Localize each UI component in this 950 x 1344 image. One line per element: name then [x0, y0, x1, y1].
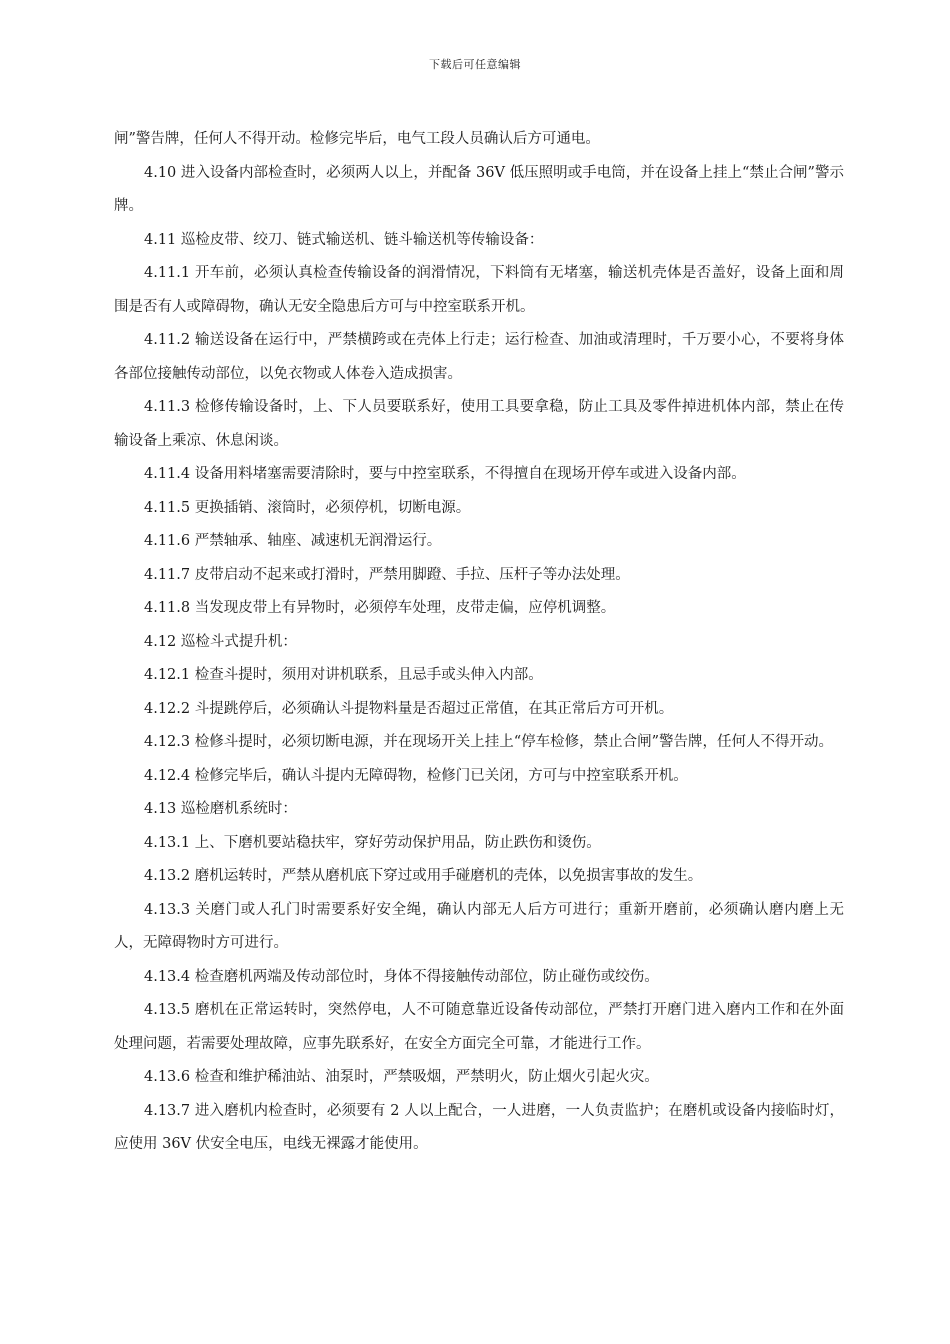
paragraph: 4.11.1 开车前，必须认真检查传输设备的润滑情况，下料筒有无堵塞，输送机壳体是否盖好，设备上面和周围是否有人或障碍物，确认无安全隐患后方可与中控室联系开机。: [114, 265, 844, 315]
paragraph: 4.13.5 磨机在正常运转时，突然停电，人不可随意靠近设备传动部位，严禁打开磨门进入磨内工作和在外面处理问题，若需要处理故障，应事先联系好，在安全方面完全可靠，才能进行工作。: [114, 1002, 844, 1052]
paragraph: 4.12 巡检斗式提升机：: [144, 633, 297, 650]
paragraph: 4.13.3 关磨门或人孔门时需要系好安全绳，确认内部无人后方可进行；重新开磨前，必须确认磨内磨上无人，无障碍物时方可进行。: [114, 901, 844, 951]
paragraph: 4.13.1 上、下磨机要站稳扶牢，穿好劳动保护用品，防止跌伤和烫伤。: [144, 834, 601, 851]
paragraph: 4.13.6 检查和维护稀油站、油泵时，严禁吸烟，严禁明火，防止烟火引起火灾。: [144, 1069, 659, 1085]
document-body: [114, 123, 844, 1162]
paragraph: 4.13 巡检磨机系统时：: [144, 801, 297, 817]
paragraph: 4.11.6 严禁轴承、轴座、减速机无润滑运行。: [144, 533, 442, 549]
paragraph: 4.12.3 检修斗提时，必须切断电源，并在现场开关上挂上“停车检修，禁止合闸”警告牌，任何人不得开动。: [144, 734, 834, 750]
paragraph: 4.12.4 检修完毕后，确认斗提内无障碍物，检修门已关闭，方可与中控室联系开机。: [144, 767, 688, 784]
paragraph: 4.13.7 进入磨机内检查时，必须要有 2 人以上配合，一人进磨，一人负责监护；在磨机或设备内接临时灯，应使用 36V 伏安全电压，电线无裸露才能使用。: [114, 1102, 844, 1152]
paragraph: 4.12.1 检查斗提时，须用对讲机联系，且忌手或头伸入内部。: [144, 667, 543, 683]
paragraph: 4.11.5 更换插销、滚筒时，必须停机，切断电源。: [144, 499, 471, 516]
paragraph: 4.11.2 输送设备在运行中，严禁横跨或在壳体上行走；运行检查、加油或清理时，千万要小心，不要将身体各部位接触传动部位，以免衣物或人体卷入造成损害。: [114, 332, 844, 382]
paragraph: 4.10 进入设备内部检查时，必须两人以上，并配备 36V 低压照明或手电筒，并在设备上挂上“禁止合闸”警示牌。: [114, 164, 844, 214]
paragraph: 闸”警告牌，任何人不得开动。检修完毕后，电气工段人员确认后方可通电。: [114, 131, 600, 147]
paragraph: 4.11.3 检修传输设备时，上、下人员要联系好，使用工具要拿稳，防止工具及零件掉进机体内部，禁止在传输设备上乘凉、休息闲谈。: [114, 399, 844, 449]
paragraph: 4.12.2 斗提跳停后，必须确认斗提物料量是否超过正常值，在其正常后方可开机。: [144, 700, 674, 717]
paragraph: 4.11.7 皮带启动不起来或打滑时，严禁用脚蹬、手拉、压杆子等办法处理。: [144, 566, 630, 583]
paragraph: 4.11.8 当发现皮带上有异物时，必须停车处理，皮带走偏，应停机调整。: [144, 600, 616, 616]
paragraph: 4.11 巡检皮带、绞刀、链式输送机、链斗输送机等传输设备：: [144, 231, 544, 248]
paragraph: 4.11.4 设备用料堵塞需要清除时，要与中控室联系，不得擅自在现场开停车或进入设备内部。: [144, 466, 746, 482]
paragraph: 4.13.2 磨机运转时，严禁从磨机底下穿过或用手碰磨机的壳体，以免损害事故的发生。: [144, 868, 703, 884]
page-header: 下载后可任意编辑: [429, 58, 521, 71]
paragraph: 4.13.4 检查磨机两端及传动部位时，身体不得接触传动部位，防止碰伤或绞伤。: [144, 968, 659, 985]
